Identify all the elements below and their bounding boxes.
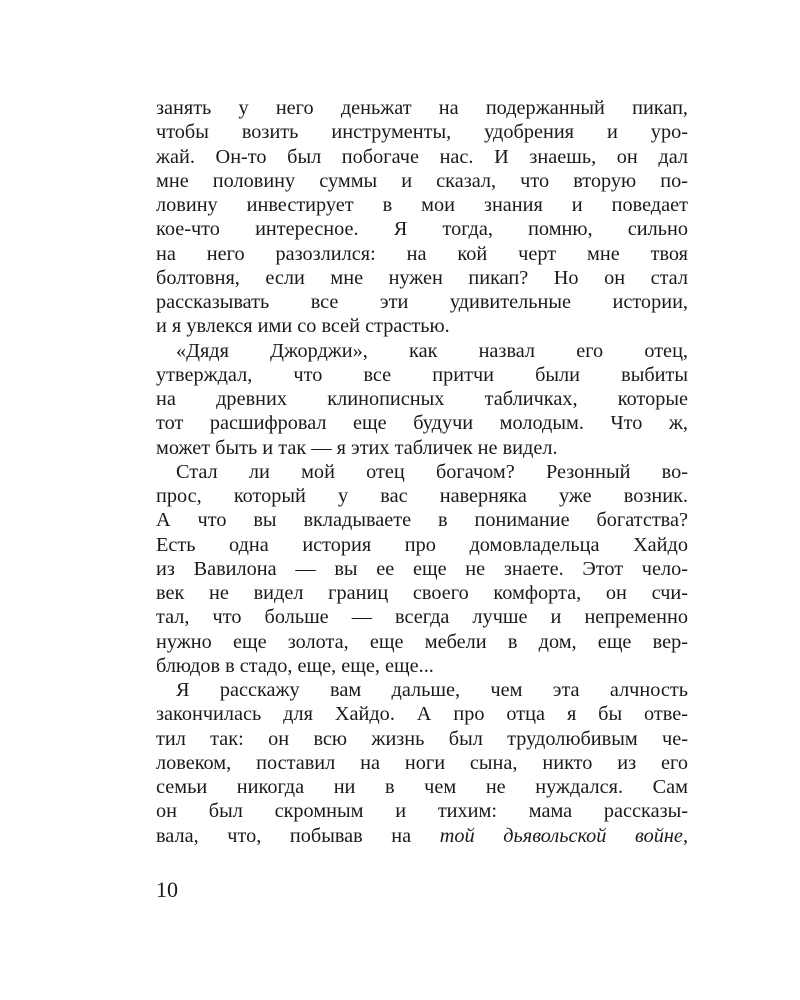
page-number: 10 [156, 877, 178, 902]
text-line: закончилась для Хайдо. А про отца я бы отве- [156, 703, 688, 726]
text-line: на него разозлился: на кой черт мне твоя [156, 242, 688, 265]
text-line: ловину инвестирует в мои знания и поведает [156, 194, 688, 216]
text-line: ловеком, поставил на ноги сына, никто из его [156, 751, 688, 774]
text-line: прос, который у вас наверняка уже возник. [156, 485, 688, 507]
text-line: на древних клинописных табличках, которые [156, 388, 688, 410]
text-line: А что вы вкладываете в понимание богатства? [156, 509, 688, 532]
text-line: Есть одна история про домовладельца Хайдо [156, 533, 688, 556]
text-line: жай. Он-то был побогаче нас. И знаешь, он дал [156, 145, 688, 168]
text-line: утверждал, что все притчи были выбиты [156, 363, 688, 386]
text-line: «Дядя Джорджи», как назвал его отец, [176, 339, 688, 362]
text-line-final [156, 824, 688, 848]
text-line: блюдов в стадо, еще, еще, еще... [156, 654, 434, 677]
text-line: болтовня, если мне нужен пикап? Но он стал [156, 266, 688, 289]
text-line: рассказывать все эти удивительные истории, [156, 291, 688, 313]
text-line: и я увлекся ими со всей страстью. [156, 315, 450, 338]
text-segment: вала, что, побывав на [156, 824, 440, 847]
text-line: мне половину суммы и сказал, что вторую по- [156, 169, 688, 192]
text-line: тот расшифровал еще будучи молодым. Что ж, [156, 412, 688, 435]
text-line: чтобы возить инструменты, удобрения и уро- [156, 121, 688, 144]
text-line: кое-что интересное. Я тогда, помню, сильно [156, 218, 688, 241]
text-line: занять у него деньжат на подержанный пикап, [156, 97, 688, 119]
text-segment: , [682, 824, 689, 847]
text-line: тал, что больше — всегда лучше и непременно [156, 606, 688, 629]
text-line: нужно еще золота, еще мебели в дом, еще вер- [156, 630, 688, 653]
italic-phrase: той дьявольской войне [439, 824, 683, 847]
text-line: Я расскажу вам дальше, чем эта алчность [176, 679, 688, 701]
text-line: семьи никогда ни в чем не нуждался. Сам [156, 776, 688, 798]
text-line: Стал ли мой отец богачом? Резонный во- [176, 460, 688, 483]
text-line: он был скромным и тихим: мама рассказы- [156, 800, 688, 823]
text-line: может быть и так — я этих табличек не видел. [156, 436, 558, 459]
text-line: из Вавилона — вы ее еще не знаете. Этот чело- [156, 557, 688, 580]
text-line: век не видел границ своего комфорта, он счи- [156, 582, 688, 604]
body-text [156, 96, 688, 848]
text-line: тил так: он всю жизнь был трудолюбивым че- [156, 727, 688, 750]
